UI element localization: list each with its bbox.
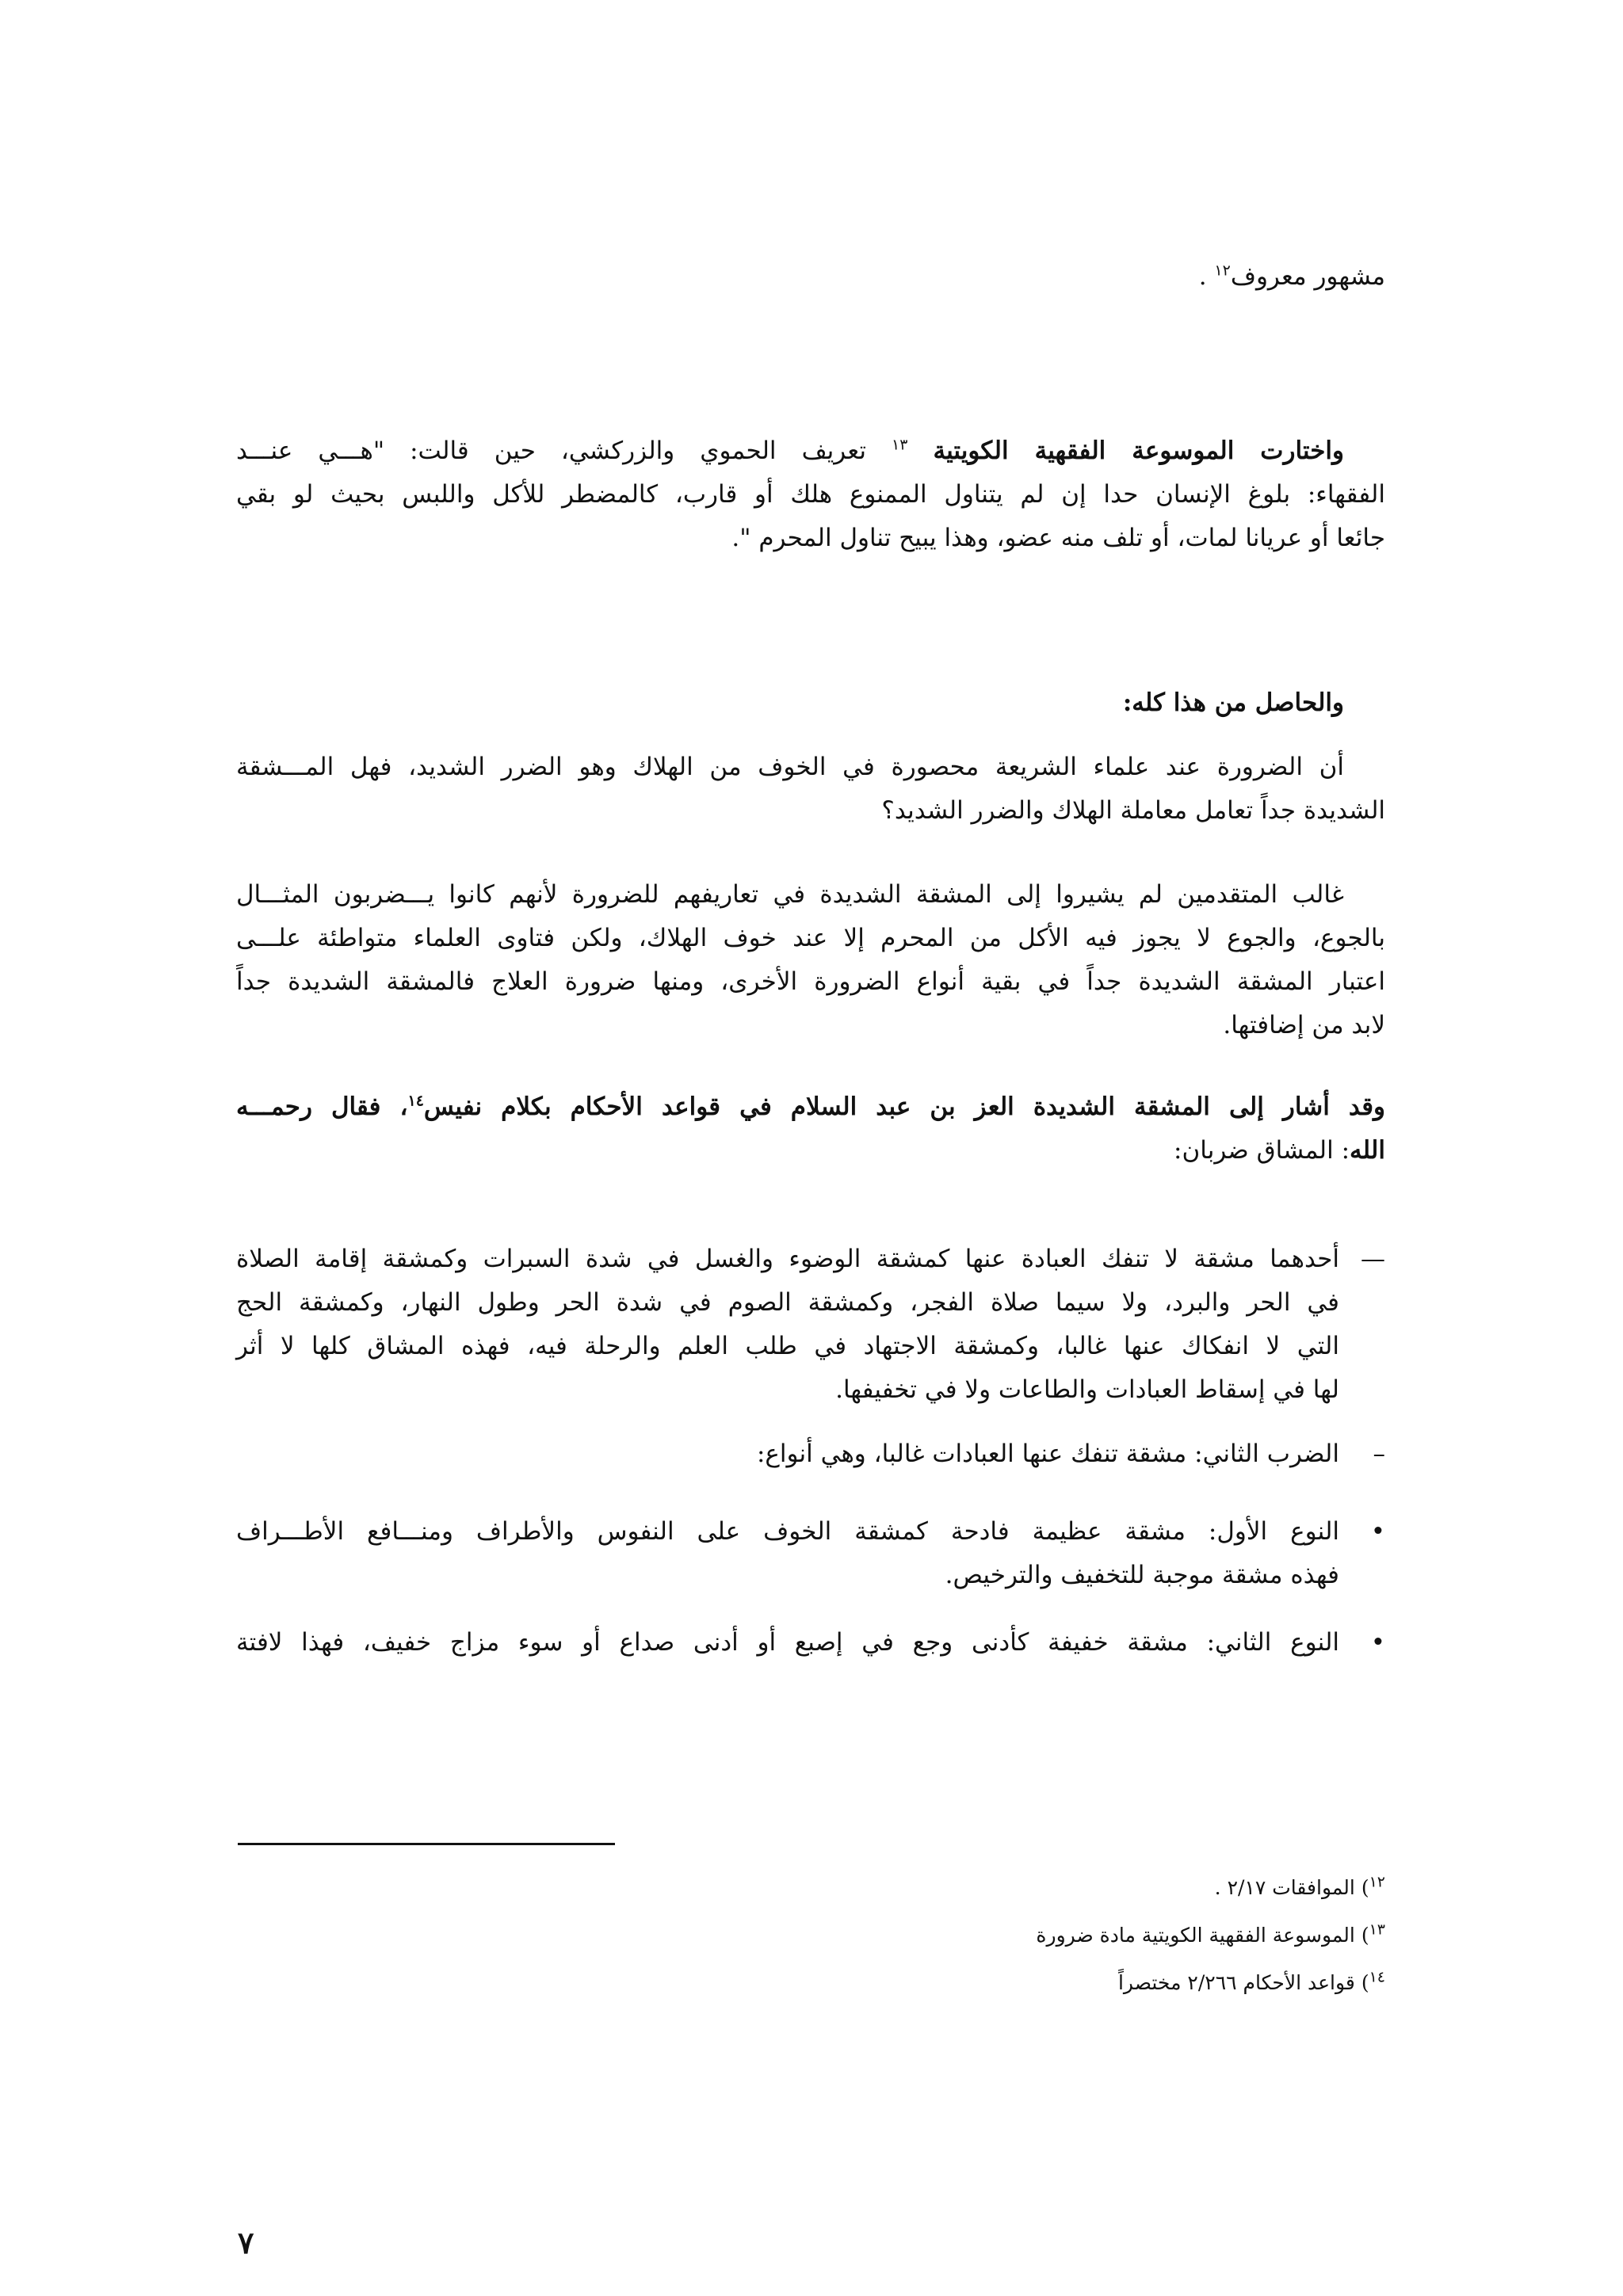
paragraph-mutaqaddimin: غالب المتقدمين لم يشيروا إلى المشقة الشديدة في تعاريفهم للضرورة لأنهم كانوا يـــضربون المثـــال بالجوع، والجوع لا يجوز فيه الأكل من المحرم إلا عند خوف الهلاك، ولكن فتاوى العلماء متواطئة علـــى اعتبار المشقة الشديدة جداً في بقية أنواع الضرورة الأخرى، ومنها ضرورة العلاج فالمشقة الشديدة جداً لابد من إضافتها.	[236, 880, 1385, 1039]
paragraph-izz-quote: وقد أشار إلى المشقة الشديدة العز بن عبد السلام في قواعد الأحكام بكلام نفيس$^{١٤}$، فقال رحمـــه الله: المشاق ضربان:	[236, 1092, 1385, 1165]
footnote-12: $^{١٢}$) الموافقات ٢/١٧ .	[1214, 1873, 1385, 1899]
page-number: ٧	[238, 2225, 254, 2260]
footnote-13: $^{١٣}$) الموسوعة الفقهية الكويتية مادة ضرورة	[1036, 1920, 1385, 1947]
bullet-marker: •	[1370, 1628, 1385, 1657]
bullet-marker: •	[1370, 1517, 1385, 1546]
list-item-first-kind: —أحدهما مشقة لا تنفك العبادة عنها كمشقة الوضوء والغسل في شدة السبرات وكمشقة إقامة الصلاة في الحر والبرد، ولا سيما صلاة الفجر، وكمشقة الصوم في شدة الحر وطول النهار، وكمشقة الحج التي لا انفكاك عنها غالبا، وكمشقة الاجتهاد في طلب العلم والرحلة فيه، فهذه المشاق كلها لا أثر لها في إسقاط العبادات والطاعات ولا في تخفيفها.	[236, 1238, 1385, 1412]
paragraph-kuwaiti-definition: واختارت الموسوعة الفقهية الكويتية $^{١٣}$ تعريف الحموي والزركشي، حين قالت: "هـــي عنـــد الفقهاء: بلوغ الإنسان حدا إن لم يتناول الممنوع هلك أو قارب، كالمضطر للأكل واللبس بحيث لو بقي جائعا أو عريانا لمات، أو تلف منه عضو، وهذا يبيح تناول المحرم ".	[236, 436, 1385, 552]
footnote-14: $^{١٤}$) قواعد الأحكام ٢/٢٦٦ مختصراً	[1117, 1968, 1385, 1994]
footnote-separator	[238, 1843, 615, 1845]
intro-line: مشهور معروف$^{١٢}$ .	[1198, 261, 1385, 291]
section-heading: والحاصل من هذا كله:	[1122, 688, 1344, 717]
bullet-item-second-type: •النوع الثاني: مشقة خفيفة كأدنى وجع في إصبع أو أدنى صداع أو سوء مزاج خفيف، فهذا لافتة	[236, 1621, 1385, 1665]
bullet-item-first-type: •النوع الأول: مشقة عظيمة فادحة كمشقة الخوف على النفوس والأطراف ومنـــافع الأطـــراف فهذه مشقة موجبة للتخفيف والترخيص.	[236, 1510, 1385, 1597]
footnote-ref: ١٢	[1214, 261, 1231, 280]
encyclopedia-name: واختارت الموسوعة الفقهية الكويتية	[933, 437, 1344, 465]
footnote-ref: ١٣	[892, 436, 908, 454]
intro-text: مشهور معروف	[1230, 262, 1385, 291]
dash-marker: –	[1373, 1440, 1385, 1468]
footnote-ref: ١٤	[407, 1092, 424, 1110]
paragraph-darura: أن الضرورة عند علماء الشريعة محصورة في الخوف من الهلاك وهو الضرر الشديد، فهل المـــشقة الشديدة جداً تعامل معاملة الهلاك والضرر الشديد؟	[236, 753, 1385, 825]
dash-marker: —	[1361, 1245, 1385, 1273]
list-item-second-kind: –الضرب الثاني: مشقة تنفك عنها العبادات غالبا، وهي أنواع:	[236, 1432, 1385, 1476]
